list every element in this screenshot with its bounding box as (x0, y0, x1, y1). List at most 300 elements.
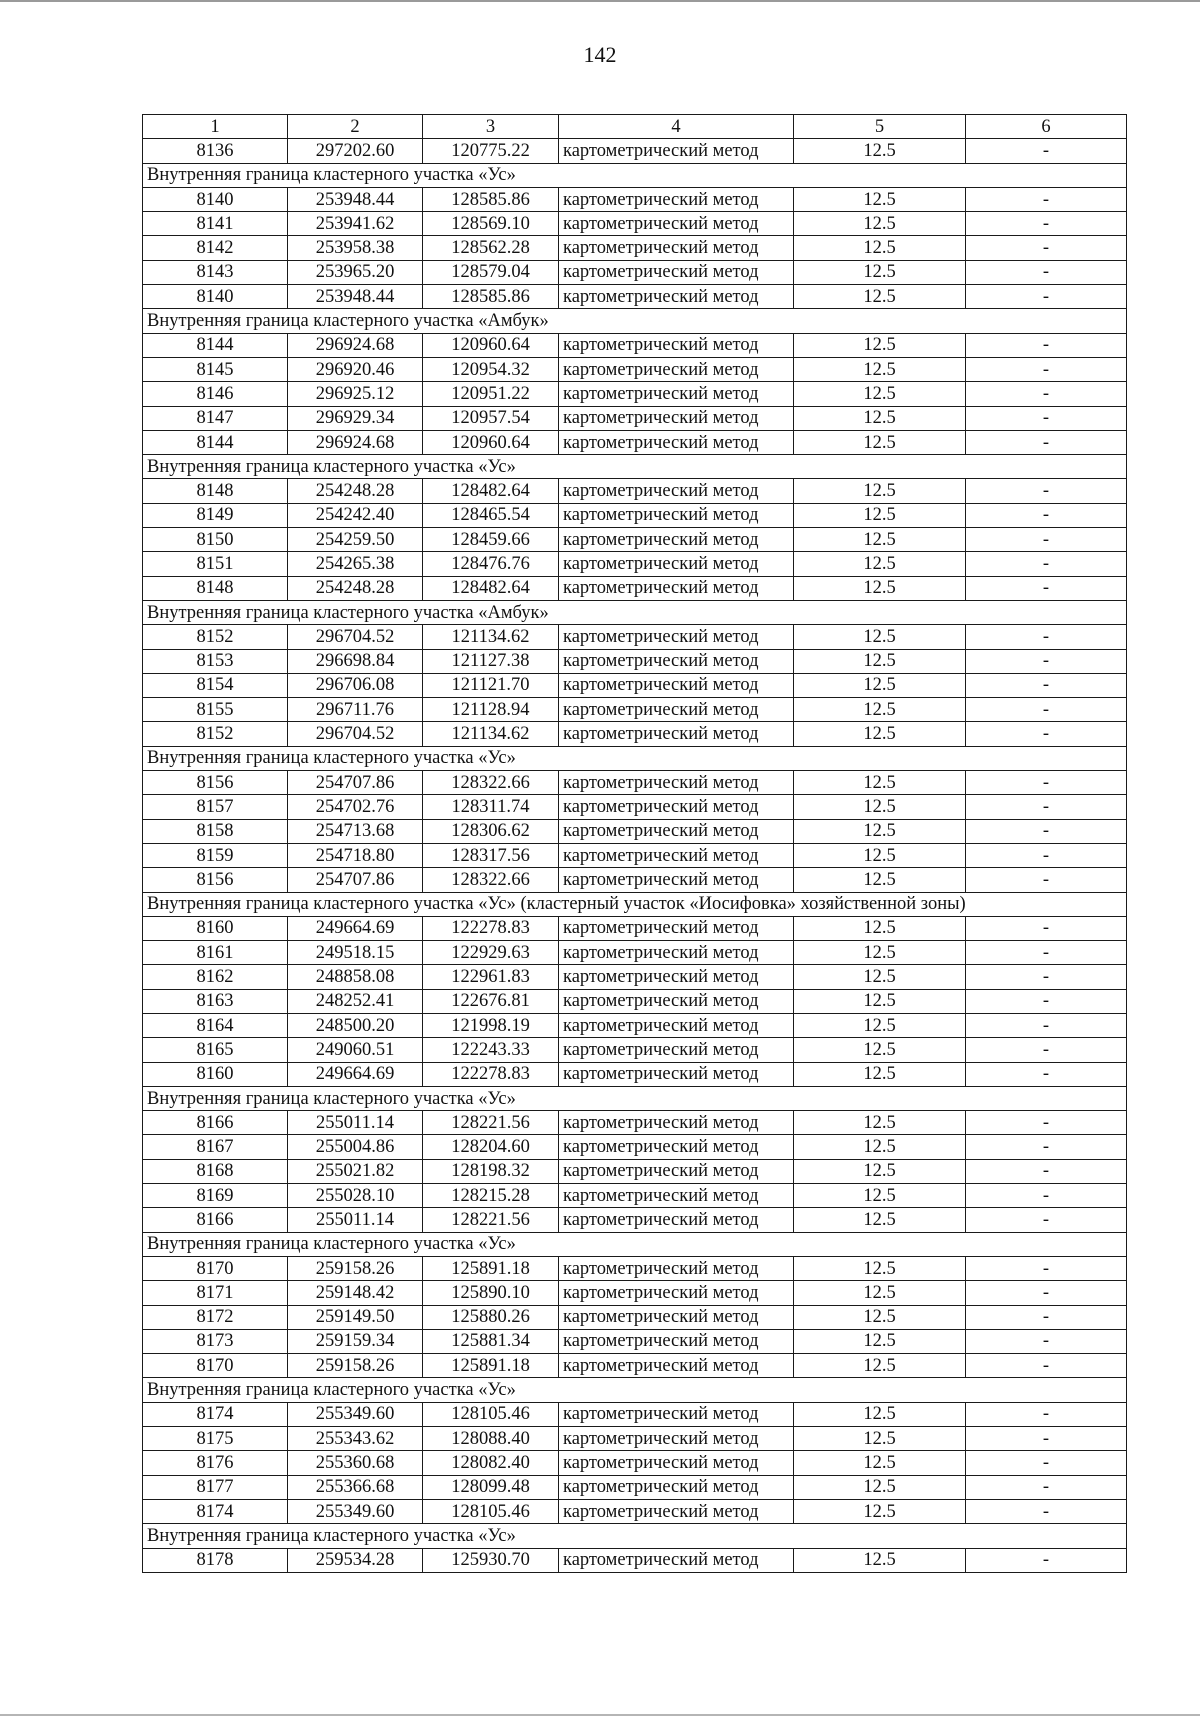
method-cell: картометрический метод (559, 503, 794, 527)
column-6-cell: - (966, 1135, 1127, 1159)
table-row (143, 576, 1127, 600)
x-coordinate-cell: 255343.62 (288, 1427, 423, 1451)
x-coordinate-cell: 253948.44 (288, 285, 423, 309)
column-6-cell: - (966, 1451, 1127, 1475)
y-coordinate-cell: 122929.63 (423, 941, 559, 965)
table-row (143, 139, 1127, 163)
method-cell: картометрический метод (559, 333, 794, 357)
method-cell: картометрический метод (559, 771, 794, 795)
section-row (143, 309, 1127, 333)
y-coordinate-cell: 128082.40 (423, 1451, 559, 1475)
accuracy-cell: 12.5 (794, 1062, 966, 1086)
column-6-cell: - (966, 1111, 1127, 1135)
accuracy-cell: 12.5 (794, 1451, 966, 1475)
x-coordinate-cell: 255011.14 (288, 1111, 423, 1135)
accuracy-cell: 12.5 (794, 989, 966, 1013)
x-coordinate-cell: 254713.68 (288, 819, 423, 843)
column-6-cell: - (966, 503, 1127, 527)
accuracy-cell: 12.5 (794, 1159, 966, 1183)
method-cell: картометрический метод (559, 649, 794, 673)
column-6-cell: - (966, 722, 1127, 746)
method-cell: картометрический метод (559, 1256, 794, 1280)
column-header-4: 4 (559, 115, 794, 139)
y-coordinate-cell: 120957.54 (423, 406, 559, 430)
x-coordinate-cell: 259148.42 (288, 1281, 423, 1305)
method-cell: картометрический метод (559, 698, 794, 722)
column-6-cell: - (966, 260, 1127, 284)
point-number-cell: 8155 (143, 698, 288, 722)
table-row (143, 1184, 1127, 1208)
scan-top-edge (0, 0, 1200, 2)
y-coordinate-cell: 128099.48 (423, 1475, 559, 1499)
column-6-cell: - (966, 795, 1127, 819)
y-coordinate-cell: 128459.66 (423, 528, 559, 552)
y-coordinate-cell: 125890.10 (423, 1281, 559, 1305)
method-cell: картометрический метод (559, 1475, 794, 1499)
column-6-cell: - (966, 357, 1127, 381)
column-6-cell: - (966, 236, 1127, 260)
column-6-cell: - (966, 139, 1127, 163)
y-coordinate-cell: 125880.26 (423, 1305, 559, 1329)
section-row (143, 1524, 1127, 1548)
point-number-cell: 8156 (143, 868, 288, 892)
method-cell: картометрический метод (559, 552, 794, 576)
point-number-cell: 8136 (143, 139, 288, 163)
method-cell: картометрический метод (559, 843, 794, 867)
method-cell: картометрический метод (559, 1451, 794, 1475)
method-cell: картометрический метод (559, 795, 794, 819)
y-coordinate-cell: 128476.76 (423, 552, 559, 576)
x-coordinate-cell: 259158.26 (288, 1256, 423, 1280)
column-6-cell: - (966, 1305, 1127, 1329)
point-number-cell: 8165 (143, 1038, 288, 1062)
section-title: Внутренняя граница кластерного участка «Ус» (кластерный участок «Иосифовка» хозяйственной зоны) (143, 892, 1127, 916)
column-header-2: 2 (288, 115, 423, 139)
table-row (143, 722, 1127, 746)
x-coordinate-cell: 253965.20 (288, 260, 423, 284)
method-cell: картометрический метод (559, 187, 794, 211)
x-coordinate-cell: 296920.46 (288, 357, 423, 381)
point-number-cell: 8177 (143, 1475, 288, 1499)
table-row (143, 625, 1127, 649)
method-cell: картометрический метод (559, 1038, 794, 1062)
column-header-6: 6 (966, 115, 1127, 139)
point-number-cell: 8152 (143, 625, 288, 649)
table-row (143, 965, 1127, 989)
x-coordinate-cell: 255028.10 (288, 1184, 423, 1208)
table-row (143, 649, 1127, 673)
point-number-cell: 8168 (143, 1159, 288, 1183)
point-number-cell: 8144 (143, 430, 288, 454)
point-number-cell: 8163 (143, 989, 288, 1013)
method-cell: картометрический метод (559, 1354, 794, 1378)
method-cell: картометрический метод (559, 406, 794, 430)
point-number-cell: 8170 (143, 1256, 288, 1280)
method-cell: картометрический метод (559, 576, 794, 600)
column-6-cell: - (966, 1208, 1127, 1232)
x-coordinate-cell: 259159.34 (288, 1329, 423, 1353)
y-coordinate-cell: 128317.56 (423, 843, 559, 867)
point-number-cell: 8176 (143, 1451, 288, 1475)
x-coordinate-cell: 296711.76 (288, 698, 423, 722)
table-row (143, 868, 1127, 892)
section-title: Внутренняя граница кластерного участка «Амбук» (143, 600, 1127, 624)
y-coordinate-cell: 125891.18 (423, 1256, 559, 1280)
point-number-cell: 8174 (143, 1402, 288, 1426)
column-6-cell: - (966, 1281, 1127, 1305)
x-coordinate-cell: 296704.52 (288, 625, 423, 649)
section-title: Внутренняя граница кластерного участка «Амбук» (143, 309, 1127, 333)
y-coordinate-cell: 120951.22 (423, 382, 559, 406)
x-coordinate-cell: 259149.50 (288, 1305, 423, 1329)
point-number-cell: 8162 (143, 965, 288, 989)
point-number-cell: 8146 (143, 382, 288, 406)
table-row (143, 187, 1127, 211)
method-cell: картометрический метод (559, 819, 794, 843)
method-cell: картометрический метод (559, 625, 794, 649)
table-row (143, 989, 1127, 1013)
x-coordinate-cell: 254259.50 (288, 528, 423, 552)
y-coordinate-cell: 120954.32 (423, 357, 559, 381)
x-coordinate-cell: 254702.76 (288, 795, 423, 819)
x-coordinate-cell: 255360.68 (288, 1451, 423, 1475)
point-number-cell: 8142 (143, 236, 288, 260)
table-row (143, 1062, 1127, 1086)
accuracy-cell: 12.5 (794, 1354, 966, 1378)
column-6-cell: - (966, 187, 1127, 211)
y-coordinate-cell: 128322.66 (423, 771, 559, 795)
y-coordinate-cell: 121998.19 (423, 1013, 559, 1037)
accuracy-cell: 12.5 (794, 139, 966, 163)
table-row (143, 357, 1127, 381)
accuracy-cell: 12.5 (794, 1402, 966, 1426)
column-6-cell: - (966, 333, 1127, 357)
method-cell: картометрический метод (559, 212, 794, 236)
table-row (143, 941, 1127, 965)
point-number-cell: 8143 (143, 260, 288, 284)
method-cell: картометрический метод (559, 916, 794, 940)
accuracy-cell: 12.5 (794, 795, 966, 819)
table-row (143, 1159, 1127, 1183)
x-coordinate-cell: 296706.08 (288, 673, 423, 697)
point-number-cell: 8150 (143, 528, 288, 552)
y-coordinate-cell: 122961.83 (423, 965, 559, 989)
method-cell: картометрический метод (559, 479, 794, 503)
column-header-5: 5 (794, 115, 966, 139)
accuracy-cell: 12.5 (794, 1013, 966, 1037)
table-row (143, 1451, 1127, 1475)
point-number-cell: 8167 (143, 1135, 288, 1159)
table-row (143, 503, 1127, 527)
table-row (143, 819, 1127, 843)
y-coordinate-cell: 128088.40 (423, 1427, 559, 1451)
coordinates-table-body (143, 115, 1127, 1573)
x-coordinate-cell: 297202.60 (288, 139, 423, 163)
y-coordinate-cell: 121134.62 (423, 625, 559, 649)
accuracy-cell: 12.5 (794, 941, 966, 965)
point-number-cell: 8169 (143, 1184, 288, 1208)
accuracy-cell: 12.5 (794, 260, 966, 284)
accuracy-cell: 12.5 (794, 528, 966, 552)
method-cell: картометрический метод (559, 989, 794, 1013)
table-row (143, 1475, 1127, 1499)
accuracy-cell: 12.5 (794, 1427, 966, 1451)
accuracy-cell: 12.5 (794, 576, 966, 600)
table-row (143, 843, 1127, 867)
point-number-cell: 8140 (143, 285, 288, 309)
table-row (143, 406, 1127, 430)
y-coordinate-cell: 128579.04 (423, 260, 559, 284)
y-coordinate-cell: 125881.34 (423, 1329, 559, 1353)
table-row (143, 212, 1127, 236)
y-coordinate-cell: 121127.38 (423, 649, 559, 673)
accuracy-cell: 12.5 (794, 1548, 966, 1572)
point-number-cell: 8153 (143, 649, 288, 673)
x-coordinate-cell: 254707.86 (288, 868, 423, 892)
method-cell: картометрический метод (559, 528, 794, 552)
section-row (143, 892, 1127, 916)
y-coordinate-cell: 121121.70 (423, 673, 559, 697)
point-number-cell: 8141 (143, 212, 288, 236)
y-coordinate-cell: 128322.66 (423, 868, 559, 892)
method-cell: картометрический метод (559, 1135, 794, 1159)
point-number-cell: 8156 (143, 771, 288, 795)
section-row (143, 746, 1127, 770)
x-coordinate-cell: 248500.20 (288, 1013, 423, 1037)
x-coordinate-cell: 249518.15 (288, 941, 423, 965)
section-row (143, 163, 1127, 187)
x-coordinate-cell: 254242.40 (288, 503, 423, 527)
x-coordinate-cell: 255004.86 (288, 1135, 423, 1159)
section-title: Внутренняя граница кластерного участка «Ус» (143, 1524, 1127, 1548)
column-6-cell: - (966, 382, 1127, 406)
y-coordinate-cell: 125930.70 (423, 1548, 559, 1572)
x-coordinate-cell: 253948.44 (288, 187, 423, 211)
column-6-cell: - (966, 819, 1127, 843)
method-cell: картометрический метод (559, 673, 794, 697)
table-row (143, 236, 1127, 260)
y-coordinate-cell: 128105.46 (423, 1499, 559, 1523)
column-6-cell: - (966, 625, 1127, 649)
accuracy-cell: 12.5 (794, 1135, 966, 1159)
method-cell: картометрический метод (559, 1305, 794, 1329)
scan-bottom-edge (0, 1714, 1200, 1716)
x-coordinate-cell: 249664.69 (288, 916, 423, 940)
accuracy-cell: 12.5 (794, 212, 966, 236)
x-coordinate-cell: 253941.62 (288, 212, 423, 236)
accuracy-cell: 12.5 (794, 698, 966, 722)
accuracy-cell: 12.5 (794, 333, 966, 357)
y-coordinate-cell: 125891.18 (423, 1354, 559, 1378)
table-row (143, 795, 1127, 819)
point-number-cell: 8178 (143, 1548, 288, 1572)
accuracy-cell: 12.5 (794, 1111, 966, 1135)
column-6-cell: - (966, 1354, 1127, 1378)
table-row (143, 673, 1127, 697)
y-coordinate-cell: 128306.62 (423, 819, 559, 843)
x-coordinate-cell: 255349.60 (288, 1499, 423, 1523)
point-number-cell: 8172 (143, 1305, 288, 1329)
point-number-cell: 8166 (143, 1111, 288, 1135)
y-coordinate-cell: 122243.33 (423, 1038, 559, 1062)
accuracy-cell: 12.5 (794, 1184, 966, 1208)
table-row (143, 1013, 1127, 1037)
column-6-cell: - (966, 916, 1127, 940)
column-6-cell: - (966, 479, 1127, 503)
accuracy-cell: 12.5 (794, 406, 966, 430)
accuracy-cell: 12.5 (794, 722, 966, 746)
x-coordinate-cell: 248252.41 (288, 989, 423, 1013)
table-row (143, 1256, 1127, 1280)
accuracy-cell: 12.5 (794, 819, 966, 843)
table-row (143, 698, 1127, 722)
y-coordinate-cell: 128311.74 (423, 795, 559, 819)
y-coordinate-cell: 120960.64 (423, 333, 559, 357)
column-6-cell: - (966, 212, 1127, 236)
column-6-cell: - (966, 698, 1127, 722)
page-number: 142 (583, 42, 617, 67)
x-coordinate-cell: 296924.68 (288, 430, 423, 454)
point-number-cell: 8160 (143, 916, 288, 940)
accuracy-cell: 12.5 (794, 965, 966, 989)
point-number-cell: 8160 (143, 1062, 288, 1086)
method-cell: картометрический метод (559, 382, 794, 406)
x-coordinate-cell: 249060.51 (288, 1038, 423, 1062)
section-row (143, 600, 1127, 624)
column-6-cell: - (966, 1013, 1127, 1037)
column-6-cell: - (966, 406, 1127, 430)
method-cell: картометрический метод (559, 285, 794, 309)
accuracy-cell: 12.5 (794, 1499, 966, 1523)
point-number-cell: 8171 (143, 1281, 288, 1305)
accuracy-cell: 12.5 (794, 1281, 966, 1305)
column-6-cell: - (966, 771, 1127, 795)
column-6-cell: - (966, 989, 1127, 1013)
point-number-cell: 8152 (143, 722, 288, 746)
section-title: Внутренняя граница кластерного участка «Ус» (143, 1086, 1127, 1110)
point-number-cell: 8154 (143, 673, 288, 697)
x-coordinate-cell: 254718.80 (288, 843, 423, 867)
y-coordinate-cell: 122676.81 (423, 989, 559, 1013)
method-cell: картометрический метод (559, 1111, 794, 1135)
table-row (143, 1305, 1127, 1329)
accuracy-cell: 12.5 (794, 1208, 966, 1232)
y-coordinate-cell: 128482.64 (423, 576, 559, 600)
table-row (143, 1281, 1127, 1305)
column-6-cell: - (966, 1184, 1127, 1208)
x-coordinate-cell: 254248.28 (288, 479, 423, 503)
y-coordinate-cell: 128585.86 (423, 187, 559, 211)
column-6-cell: - (966, 285, 1127, 309)
method-cell: картометрический метод (559, 1184, 794, 1208)
column-header-3: 3 (423, 115, 559, 139)
column-6-cell: - (966, 1038, 1127, 1062)
section-title: Внутренняя граница кластерного участка «Ус» (143, 1232, 1127, 1256)
accuracy-cell: 12.5 (794, 843, 966, 867)
column-6-cell: - (966, 1159, 1127, 1183)
y-coordinate-cell: 128562.28 (423, 236, 559, 260)
accuracy-cell: 12.5 (794, 916, 966, 940)
x-coordinate-cell: 254707.86 (288, 771, 423, 795)
y-coordinate-cell: 128215.28 (423, 1184, 559, 1208)
table-row (143, 1354, 1127, 1378)
table-row (143, 333, 1127, 357)
table-row (143, 430, 1127, 454)
point-number-cell: 8151 (143, 552, 288, 576)
column-6-cell: - (966, 941, 1127, 965)
x-coordinate-cell: 248858.08 (288, 965, 423, 989)
y-coordinate-cell: 121134.62 (423, 722, 559, 746)
accuracy-cell: 12.5 (794, 479, 966, 503)
method-cell: картометрический метод (559, 430, 794, 454)
accuracy-cell: 12.5 (794, 430, 966, 454)
y-coordinate-cell: 128105.46 (423, 1402, 559, 1426)
method-cell: картометрический метод (559, 868, 794, 892)
x-coordinate-cell: 296929.34 (288, 406, 423, 430)
point-number-cell: 8148 (143, 576, 288, 600)
column-6-cell: - (966, 673, 1127, 697)
x-coordinate-cell: 253958.38 (288, 236, 423, 260)
table-row (143, 1135, 1127, 1159)
y-coordinate-cell: 128221.56 (423, 1111, 559, 1135)
accuracy-cell: 12.5 (794, 868, 966, 892)
y-coordinate-cell: 120960.64 (423, 430, 559, 454)
method-cell: картометрический метод (559, 1013, 794, 1037)
point-number-cell: 8149 (143, 503, 288, 527)
table-header-row (143, 115, 1127, 139)
section-row (143, 1232, 1127, 1256)
table-row (143, 771, 1127, 795)
column-6-cell: - (966, 1256, 1127, 1280)
section-title: Внутренняя граница кластерного участка «Ус» (143, 455, 1127, 479)
point-number-cell: 8158 (143, 819, 288, 843)
accuracy-cell: 12.5 (794, 187, 966, 211)
method-cell: картометрический метод (559, 722, 794, 746)
x-coordinate-cell: 254248.28 (288, 576, 423, 600)
accuracy-cell: 12.5 (794, 236, 966, 260)
x-coordinate-cell: 296924.68 (288, 333, 423, 357)
column-6-cell: - (966, 1402, 1127, 1426)
table-row (143, 1402, 1127, 1426)
x-coordinate-cell: 255021.82 (288, 1159, 423, 1183)
point-number-cell: 8144 (143, 333, 288, 357)
accuracy-cell: 12.5 (794, 673, 966, 697)
accuracy-cell: 12.5 (794, 285, 966, 309)
column-6-cell: - (966, 965, 1127, 989)
y-coordinate-cell: 120775.22 (423, 139, 559, 163)
y-coordinate-cell: 128569.10 (423, 212, 559, 236)
point-number-cell: 8174 (143, 1499, 288, 1523)
point-number-cell: 8157 (143, 795, 288, 819)
method-cell: картометрический метод (559, 941, 794, 965)
section-title: Внутренняя граница кластерного участка «Ус» (143, 163, 1127, 187)
method-cell: картометрический метод (559, 1329, 794, 1353)
table-row (143, 285, 1127, 309)
accuracy-cell: 12.5 (794, 771, 966, 795)
method-cell: картометрический метод (559, 357, 794, 381)
accuracy-cell: 12.5 (794, 357, 966, 381)
point-number-cell: 8161 (143, 941, 288, 965)
method-cell: картометрический метод (559, 1208, 794, 1232)
column-6-cell: - (966, 1427, 1127, 1451)
accuracy-cell: 12.5 (794, 503, 966, 527)
table-row (143, 1329, 1127, 1353)
y-coordinate-cell: 122278.83 (423, 916, 559, 940)
table-row (143, 479, 1127, 503)
point-number-cell: 8145 (143, 357, 288, 381)
section-row (143, 455, 1127, 479)
method-cell: картометрический метод (559, 1427, 794, 1451)
